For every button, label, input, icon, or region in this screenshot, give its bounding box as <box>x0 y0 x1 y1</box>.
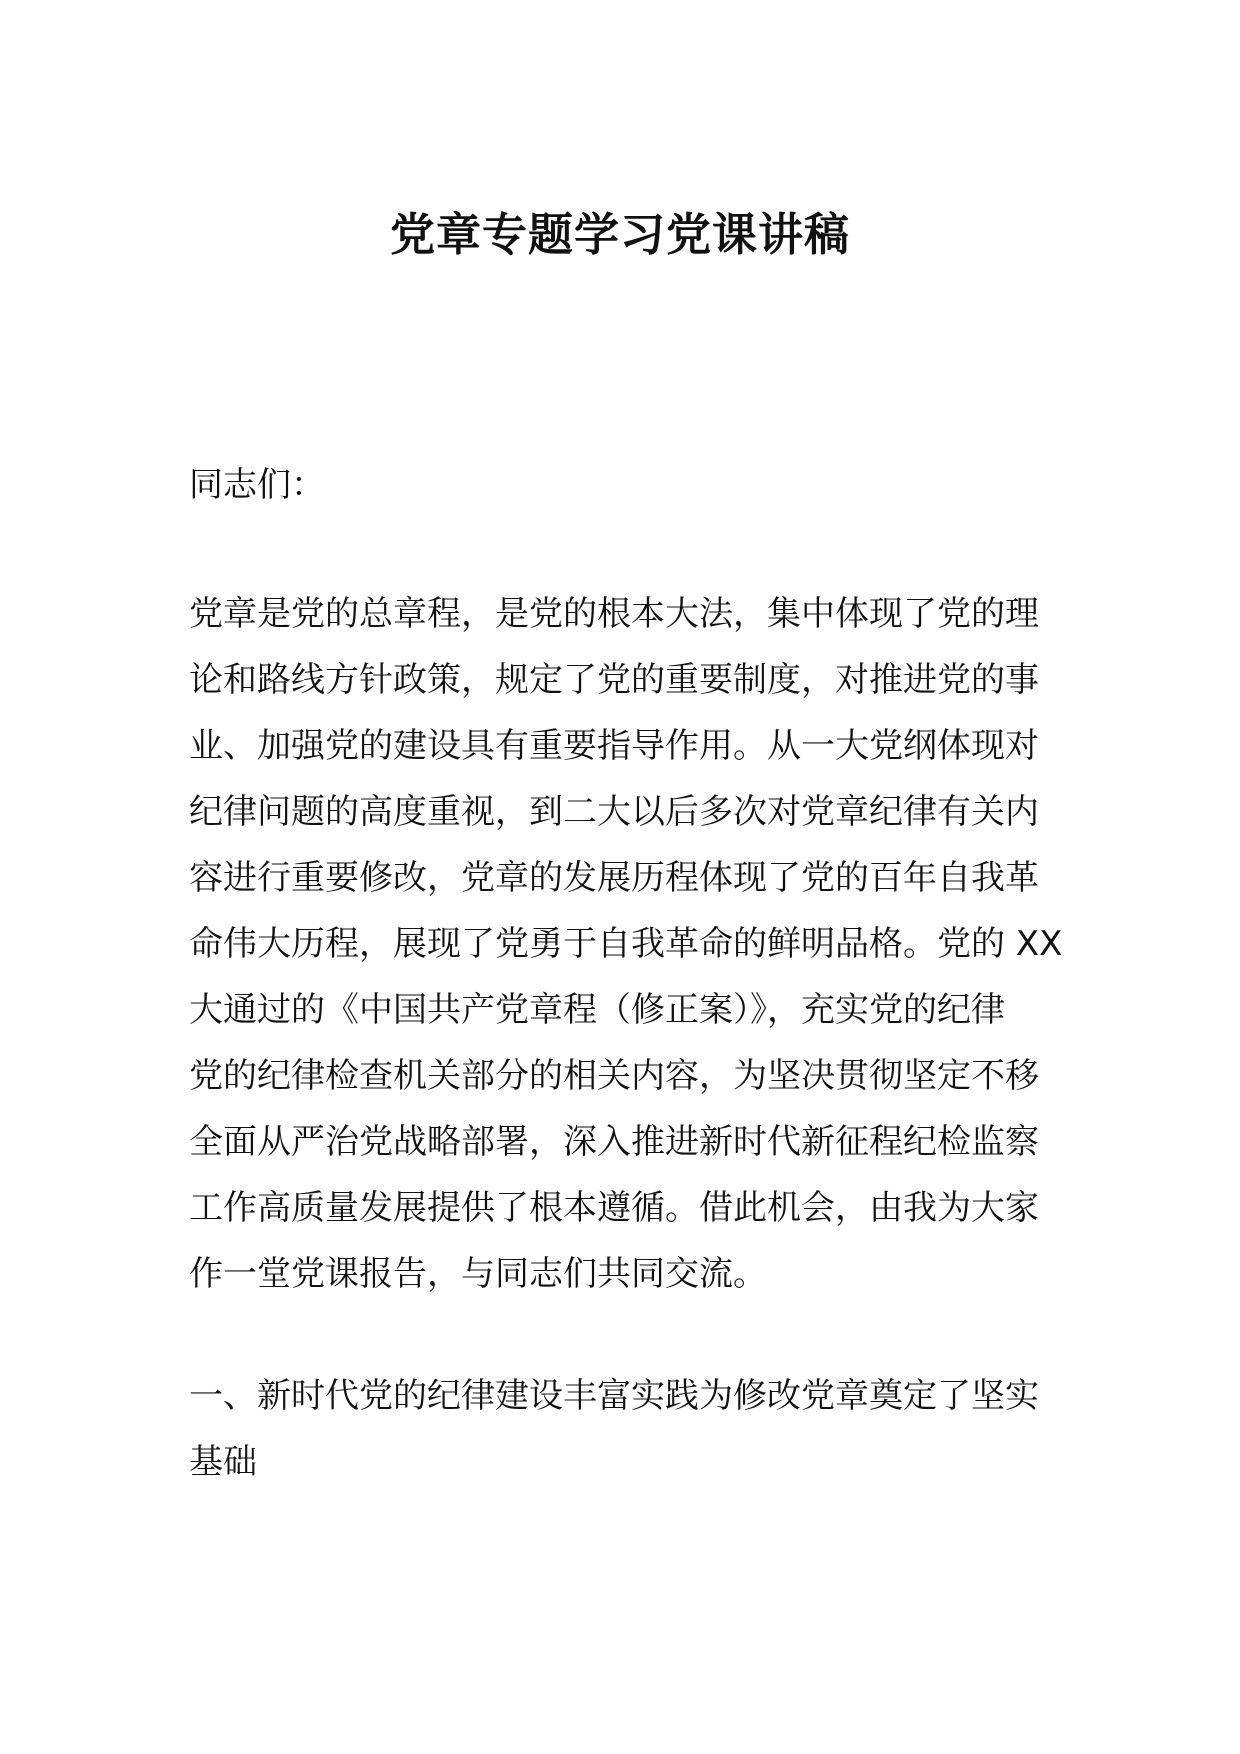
paragraph-line: 党的纪律检查机关部分的相关内容，为坚决贯彻坚定不移 <box>189 1056 1039 1096</box>
paragraph-line: 容进行重要修改，党章的发展历程体现了党的百年自我革 <box>189 858 1039 898</box>
paragraph-line: 工作高质量发展提供了根本遵循。借此机会，由我为大家 <box>189 1188 1039 1228</box>
salutation: 同志们： <box>189 465 325 505</box>
paragraph-line: 党章是党的总章程，是党的根本大法，集中体现了党的理 <box>189 594 1039 634</box>
paragraph-line: 全面从严治党战略部署，深入推进新时代新征程纪检监察 <box>189 1122 1039 1162</box>
paragraph-line: 作一堂党课报告，与同志们共同交流。 <box>189 1254 767 1294</box>
paragraph-line: 业、加强党的建设具有重要指导作用。从一大党纲体现对 <box>189 726 1039 766</box>
paragraph-line: 论和路线方针政策，规定了党的重要制度，对推进党的事 <box>189 660 1039 700</box>
section-heading-line: 基础 <box>189 1442 257 1482</box>
paragraph-line: 大通过的《中国共产党章程（修正案）》，充实党的纪律 <box>189 990 1005 1030</box>
paragraph-line: 命伟大历程，展现了党勇于自我革命的鲜明品格。党的 XX <box>189 924 1063 964</box>
document-title: 党章专题学习党课讲稿 <box>389 208 850 261</box>
opening-paragraph <box>189 581 1063 1307</box>
paragraph-line: 纪律问题的高度重视，到二大以后多次对党章纪律有关内 <box>189 792 1039 832</box>
section-heading-line: 一、新时代党的纪律建设丰富实践为修改党章奠定了坚实 <box>189 1376 1039 1416</box>
section-heading <box>189 1363 1059 1495</box>
